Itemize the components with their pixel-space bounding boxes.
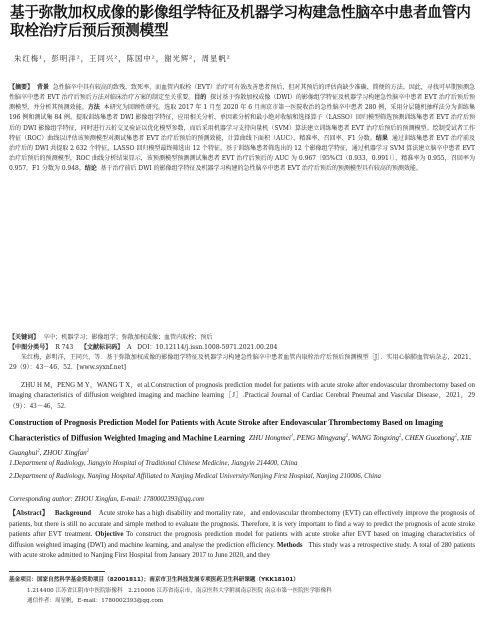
- abstract-cn-method-label: 方法: [87, 104, 100, 112]
- author-en: ZHU Hongmei: [248, 433, 291, 442]
- citation-en: ZHU H M，PENG M Y，WANG T X，et al.Construction of prognosis prediction model for patients with acute stroke after endovascular thrombectomy based on imaging characteristics of diffusion weighted imaging and machine learning［J］.Practical Journal of Cardiac Cerebral Pneumal and Vascular Disease，2021，29（9）：43－46，52.: [9, 382, 475, 410]
- author-sup: 2: [37, 447, 40, 453]
- author-en: CHEN Guozhong: [404, 433, 455, 442]
- author-sup: 2: [345, 432, 348, 438]
- footnote: [9, 575, 475, 607]
- abstract-cn-method: 本研究为回顾性研究。选取 2017 年 1 月至 2020 年 6 月南京市第一医院收治的急性脑卒中患者 280 例，采用分层随机抽样法分为训练集 196 例和测试集 84 例。提取训练集患者 DWI 影像组学特征，应用相关分析、单因素分析和最小绝对收缩和选择算子（LASSO）回归模型筛选预测训练集患者 EVT 治疗后预后的 DWI 影像组学特征，同时进行五折交叉验证以优化模型参数，而后采用机器学习支持向量机（SVM）算法建立训练集患者 EVT 治疗后预后的预测模型。绘制受试者工作特征（ROC）曲线以评估该预测模型对测试集患者 EVT 治疗后预后的预测效能，计算曲线下面积（AUC）、精准率、召回率、F1 分数。: [9, 104, 475, 142]
- affiliation-cn-line: 1.214400 江苏省江阴市中医院影像科 2.210006 江苏省南京市，南京医科大学附属南京医院 南京市第一医院医学影像科: [27, 587, 332, 594]
- abstract-en-obj: To construct the prognosis prediction model for patients with acute stroke after EVT based on imaging characteristics of diffusion weighted imaging (DWI) and machine learning, and analyse the prediction efficiency.: [9, 531, 475, 549]
- fund-label: 基金项目：: [9, 577, 37, 583]
- doc-code-value: A: [127, 344, 132, 351]
- title-en-text: Construction of Prognosis Prediction Model for Patients with Acute Stroke after Endovascular Thrombectomy Based on Imaging Characteristics of Diffusion Weighted Imaging and Machine Learning: [9, 418, 443, 442]
- abstract-cn-conc-label: 结论: [84, 165, 97, 173]
- abstract-en-method-label: Methods: [276, 541, 303, 549]
- abstract-en-obj-label: Objective: [95, 531, 124, 538]
- abstract-en-bg-label: Background: [54, 510, 92, 517]
- abstract-cn-conc: 基于治疗前后 DWI 的影像组学特征及机器学习构建的急性脑卒中患者 EVT 治疗后预后的预测模型具有较高的预测效能。: [100, 165, 422, 173]
- corresponding-cn-line: 通信作者：周星帆，E-mail：1780002393@qq.com: [27, 598, 164, 605]
- footnote-divider: [9, 571, 105, 572]
- affiliation-1: 1.Department of Radiology, Jiangyin Hospital of Traditional Chinese Medicine, Jiangyin 214400, China: [9, 460, 298, 467]
- author-en: XIE Guanghui: [9, 433, 472, 457]
- abstract-cn-heading: 【摘要】: [9, 84, 34, 91]
- classification-line: [9, 343, 475, 353]
- author-sup: 2: [86, 447, 89, 453]
- affiliation-2: 2.Department of Radiology, Nanjing Hospital Affiliated to Nanjing Medical University/Nanjing First Hospital, Nanjing 210006, China: [9, 473, 381, 480]
- author-list-en: ZHU Hongmei$^1$, PENG Mingyang$^2$, WANG Tongxing$^2$, CHEN Guozhong$^2$, XIE Guanghui$^2$, ZHOU Xingfan$^2$: [9, 432, 472, 457]
- paper-title-cn: 基于弥散加权成像的影像组学特征及机器学习构建急性脑卒中患者血管内取栓治疗后预后预测模型: [10, 4, 471, 39]
- keywords-cn: [9, 333, 475, 343]
- author-sup: 2: [454, 432, 457, 438]
- author-sup: 1: [290, 432, 294, 438]
- doi-text: DOI：10.12114/j.issn.1008-5971.2021.00.204: [137, 344, 278, 351]
- abstract-en: [9, 509, 475, 562]
- abstract-cn-obj: 探讨基于弥散加权成像（DWI）的影像组学特征及机器学习构建急性脑卒中患者 EVT 治疗后预后预测模型，并分析其预测效能。: [9, 94, 475, 112]
- abstract-cn-result-label: 结果: [375, 134, 388, 142]
- citation-cn: 朱红梅，彭明洋，王同兴，等．基于弥散加权成像的影像组学特征及机器学习构建急性脑卒中患者血管内取栓治疗后预后预测模型［J］．实用心脑肺血管病杂志，2021，29（9）：43－46，52．[www.syxnf.net]: [9, 354, 475, 372]
- author-en: ZHOU Xingfan: [43, 448, 87, 457]
- fund-text: 国家自然科学基金资助项目（82001811）；南京市卫生科技发展专项医药卫生科研课题（YKK18101）: [36, 577, 299, 583]
- abstract-cn-obj-label: 目的: [194, 94, 207, 102]
- fund-line: [9, 575, 475, 586]
- abstract-cn-result: 通过训练集患者 EVT 治疗前及治疗后的 DWI 共提取 2 632 个特征，LASSO 回归模型最终筛选出 12 个特征。基于训练集患者筛选出的 12 个影像组学特征，通过机器学习 SVM 算法建立脑卒中患者 EVT 治疗后预后的预测模型，ROC 曲线分析结果显示，该预测模型预测测试集患者 EVT 治疗后预后的 AUC 为 0.967〔95%CI（0.933，0.991）〕，精准率为 0.955，召回率为 0.957，F1 分数为 0.948。: [9, 134, 476, 173]
- keywords-label: 【关键词】: [9, 334, 40, 341]
- abstract-en-method: This study was a retrospective study. A total of 280 patients with acute stroke admitted to Nanjing First Hospital from January 2017 to June 2020, and they: [9, 541, 476, 559]
- clc-value: R 743: [55, 344, 74, 351]
- abstract-en-bg: Acute stroke has a high disability and mortality rate，and endovascular thrombectomy (EVT) can effectively improve the prognosis of patients, but there is still no accurate and simple method to evaluate the prognosis. Therefore, it is very important to find a way to predict the prognosis of acute stroke patients after EVT treatment.: [9, 510, 476, 538]
- abstract-cn: [9, 83, 475, 174]
- abstract-cn-bg-label: 背景: [36, 84, 49, 91]
- corresponding-author: Corresponding author: ZHOU Xingfan, E-mail: 1780002393@qq.com: [9, 496, 204, 503]
- author-en: WANG Tongxing: [351, 433, 400, 442]
- doc-code-label: 【文献标识码】: [80, 344, 124, 351]
- abstract-cn-bg: 急性脑卒中具有较高的致残、致死率，而血管内取栓（EVT）治疗可有效改善患者预后，但对其预后的评估尚缺少准确、简便的方法。因此，寻找可早期预测急性脑卒中患者 EVT 治疗后预后方法对临床治疗方案的制定至关重要。: [9, 84, 475, 102]
- paper-title-en: [9, 417, 477, 460]
- author-sup: 2: [399, 432, 402, 438]
- author-list-cn: 朱红梅¹，彭明洋²，王同兴²，陈国中²，谢光辉²，周星帆²: [14, 54, 231, 63]
- abstract-en-heading: 【Abstract】: [9, 510, 50, 517]
- keywords-text: 卒中；机器学习；影像组学；弥散加权成像；血管内取栓；预后: [43, 334, 213, 341]
- author-en: PENG Mingyang: [296, 433, 346, 442]
- clc-label: 【中图分类号】: [9, 344, 52, 351]
